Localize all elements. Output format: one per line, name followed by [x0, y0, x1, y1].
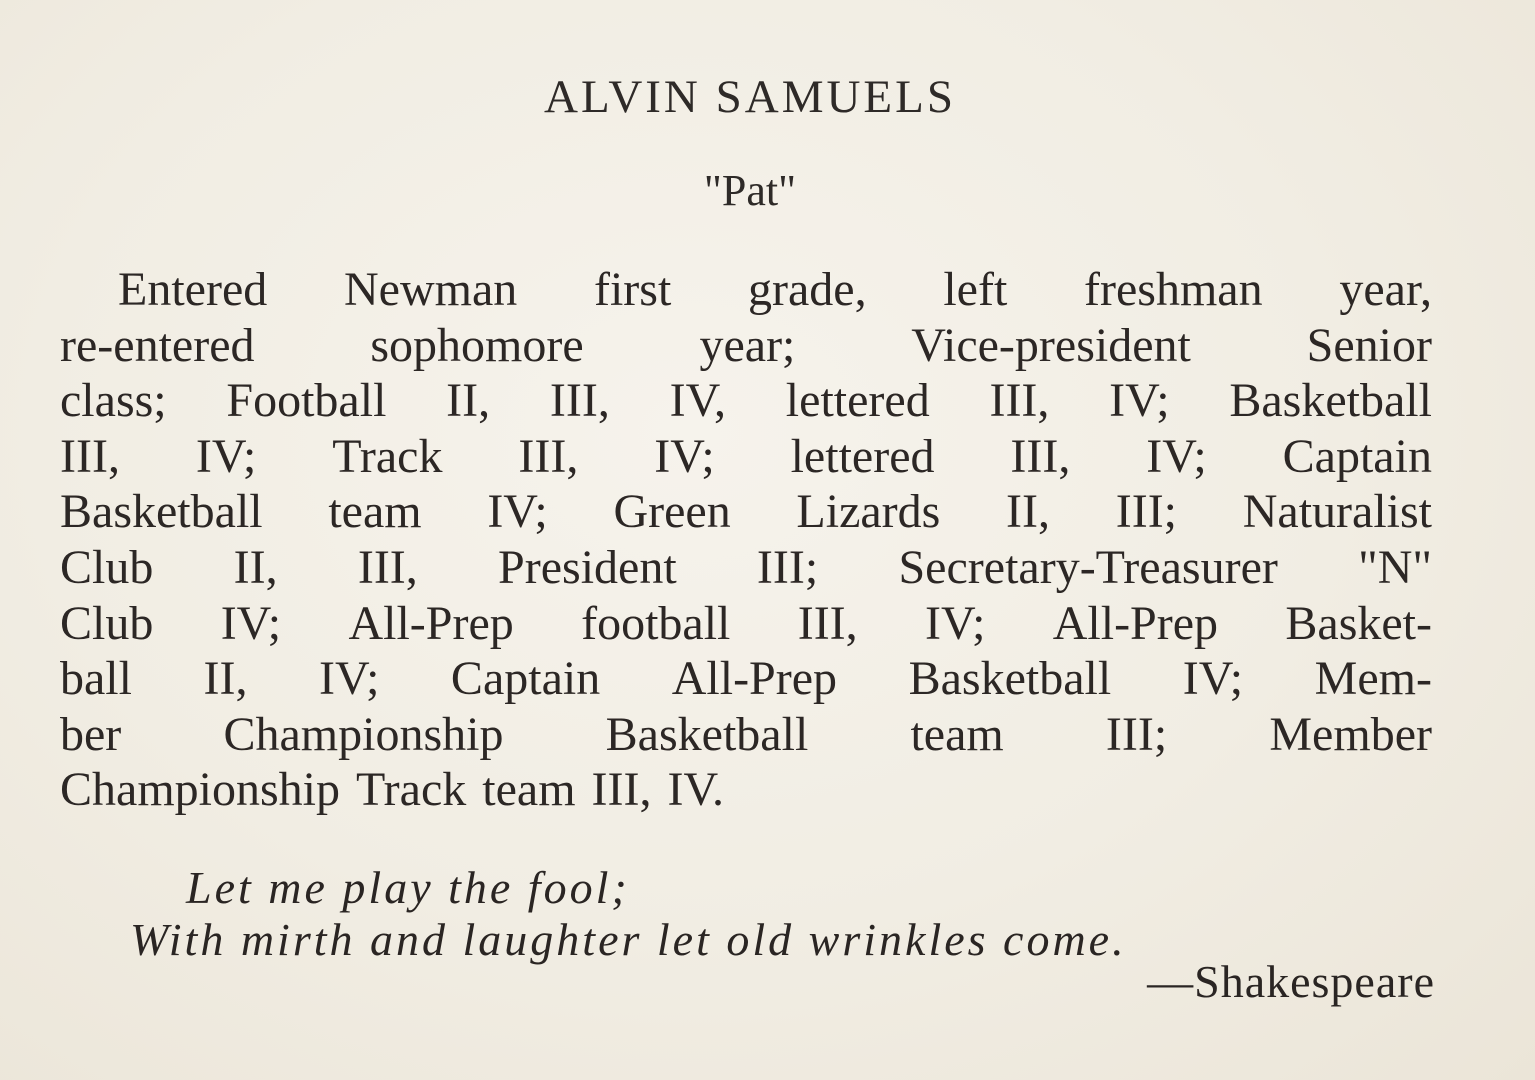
- bio-word: Captain: [450, 652, 601, 706]
- bio-word: re-entered: [60, 318, 255, 372]
- student-name: ALVIN SAMUELS: [544, 71, 956, 123]
- bio-word: II,: [203, 652, 248, 706]
- bio-word: II,: [1006, 485, 1051, 539]
- bio-word: IV;: [1182, 652, 1244, 706]
- bio-line: [60, 484, 1432, 540]
- bio-line: [60, 318, 1432, 374]
- student-nickname: "Pat": [703, 166, 797, 215]
- bio-word: ber: [60, 707, 122, 761]
- bio-word: lettered: [790, 429, 935, 483]
- bio-word: IV;: [1146, 429, 1207, 483]
- bio-word: team: [328, 485, 422, 539]
- bio-word: Basketball: [605, 707, 809, 761]
- bio-word: Basketball: [1229, 374, 1432, 428]
- bio-word: IV;: [924, 596, 986, 650]
- bio-word: Senior: [1306, 318, 1432, 372]
- quote-line: With mirth and laughter let old wrinkles come.: [130, 914, 1127, 965]
- quote-line: Let me play the fool;: [186, 862, 630, 913]
- bio-word: Track: [356, 763, 467, 817]
- bio-line: [60, 596, 1432, 652]
- bio-word: Secretary-Treasurer: [898, 540, 1278, 594]
- bio-word: III;: [1105, 707, 1168, 761]
- bio-word: IV;: [1109, 374, 1170, 428]
- bio-word: lettered: [785, 374, 930, 428]
- bio-word: Member: [1269, 707, 1432, 761]
- bio-word: freshman: [1084, 263, 1263, 316]
- bio-word: III,: [1010, 429, 1071, 483]
- bio-word: Naturalist: [1242, 485, 1432, 539]
- bio-word: football: [581, 596, 731, 650]
- bio-word: All-Prep: [348, 596, 514, 650]
- bio-word: class;: [60, 374, 167, 428]
- bio-word: first: [593, 263, 672, 316]
- bio-word: II,: [446, 374, 491, 428]
- quotation: [130, 862, 1432, 966]
- bio-word: team: [482, 763, 576, 817]
- bio-word: Captain: [1282, 429, 1432, 483]
- bio-word: III,: [591, 763, 652, 817]
- bio-line: [60, 540, 1432, 596]
- bio-word: Football: [226, 374, 387, 428]
- bio-word: Green: [613, 485, 731, 539]
- bio-word: IV;: [220, 596, 282, 650]
- bio-word: All-Prep: [671, 652, 838, 706]
- bio-word: Championship: [60, 763, 341, 817]
- bio-word: III,: [518, 429, 579, 483]
- bio-word: year,: [1339, 263, 1432, 316]
- bio-word: IV.: [667, 763, 724, 817]
- bio-word: team: [910, 707, 1004, 761]
- bio-line: [60, 429, 1432, 485]
- bio-word: Entered: [118, 263, 268, 316]
- bio-word: grade,: [748, 263, 867, 316]
- bio-word: year;: [699, 318, 796, 372]
- bio-word: ball: [60, 652, 132, 706]
- bio-word: Mem-: [1314, 652, 1432, 706]
- bio-word: III;: [756, 540, 819, 594]
- bio-word: left: [943, 263, 1008, 316]
- bio-word: IV;: [487, 485, 548, 539]
- bio-word: Championship: [223, 707, 504, 761]
- bio-word: III,: [797, 596, 858, 650]
- bio-word: Basketball: [60, 485, 263, 539]
- bio-word: Track: [332, 429, 443, 483]
- bio-word: Vice-president: [911, 318, 1191, 372]
- bio-word: President: [498, 540, 677, 594]
- bio-word: III;: [1115, 485, 1178, 539]
- bio-word: III,: [549, 374, 610, 428]
- bio-word: IV;: [195, 429, 257, 483]
- bio-word: III,: [989, 374, 1050, 428]
- quote-attribution: —Shakespeare: [1147, 956, 1435, 1007]
- bio-word: All-Prep: [1052, 596, 1219, 650]
- bio-word: IV;: [318, 652, 380, 706]
- bio-word: Basket-: [1285, 596, 1432, 650]
- bio-word: III,: [357, 540, 418, 594]
- activities-paragraph: [60, 262, 1432, 818]
- bio-word: "N": [1358, 540, 1432, 594]
- bio-word: sophomore: [370, 318, 584, 372]
- bio-word: Newman: [343, 263, 518, 316]
- bio-word: IV;: [654, 429, 715, 483]
- bio-line: [60, 651, 1432, 707]
- bio-word: III,: [60, 429, 120, 483]
- bio-line: [60, 707, 1432, 763]
- bio-word: II,: [233, 540, 278, 594]
- bio-line: [60, 262, 1432, 318]
- bio-word: Club: [60, 596, 154, 650]
- bio-word: IV,: [669, 374, 727, 428]
- bio-line: [60, 762, 1432, 818]
- bio-word: Lizards: [796, 485, 941, 539]
- bio-word: Basketball: [908, 652, 1112, 706]
- bio-line: [60, 373, 1432, 429]
- bio-word: Club: [60, 540, 154, 594]
